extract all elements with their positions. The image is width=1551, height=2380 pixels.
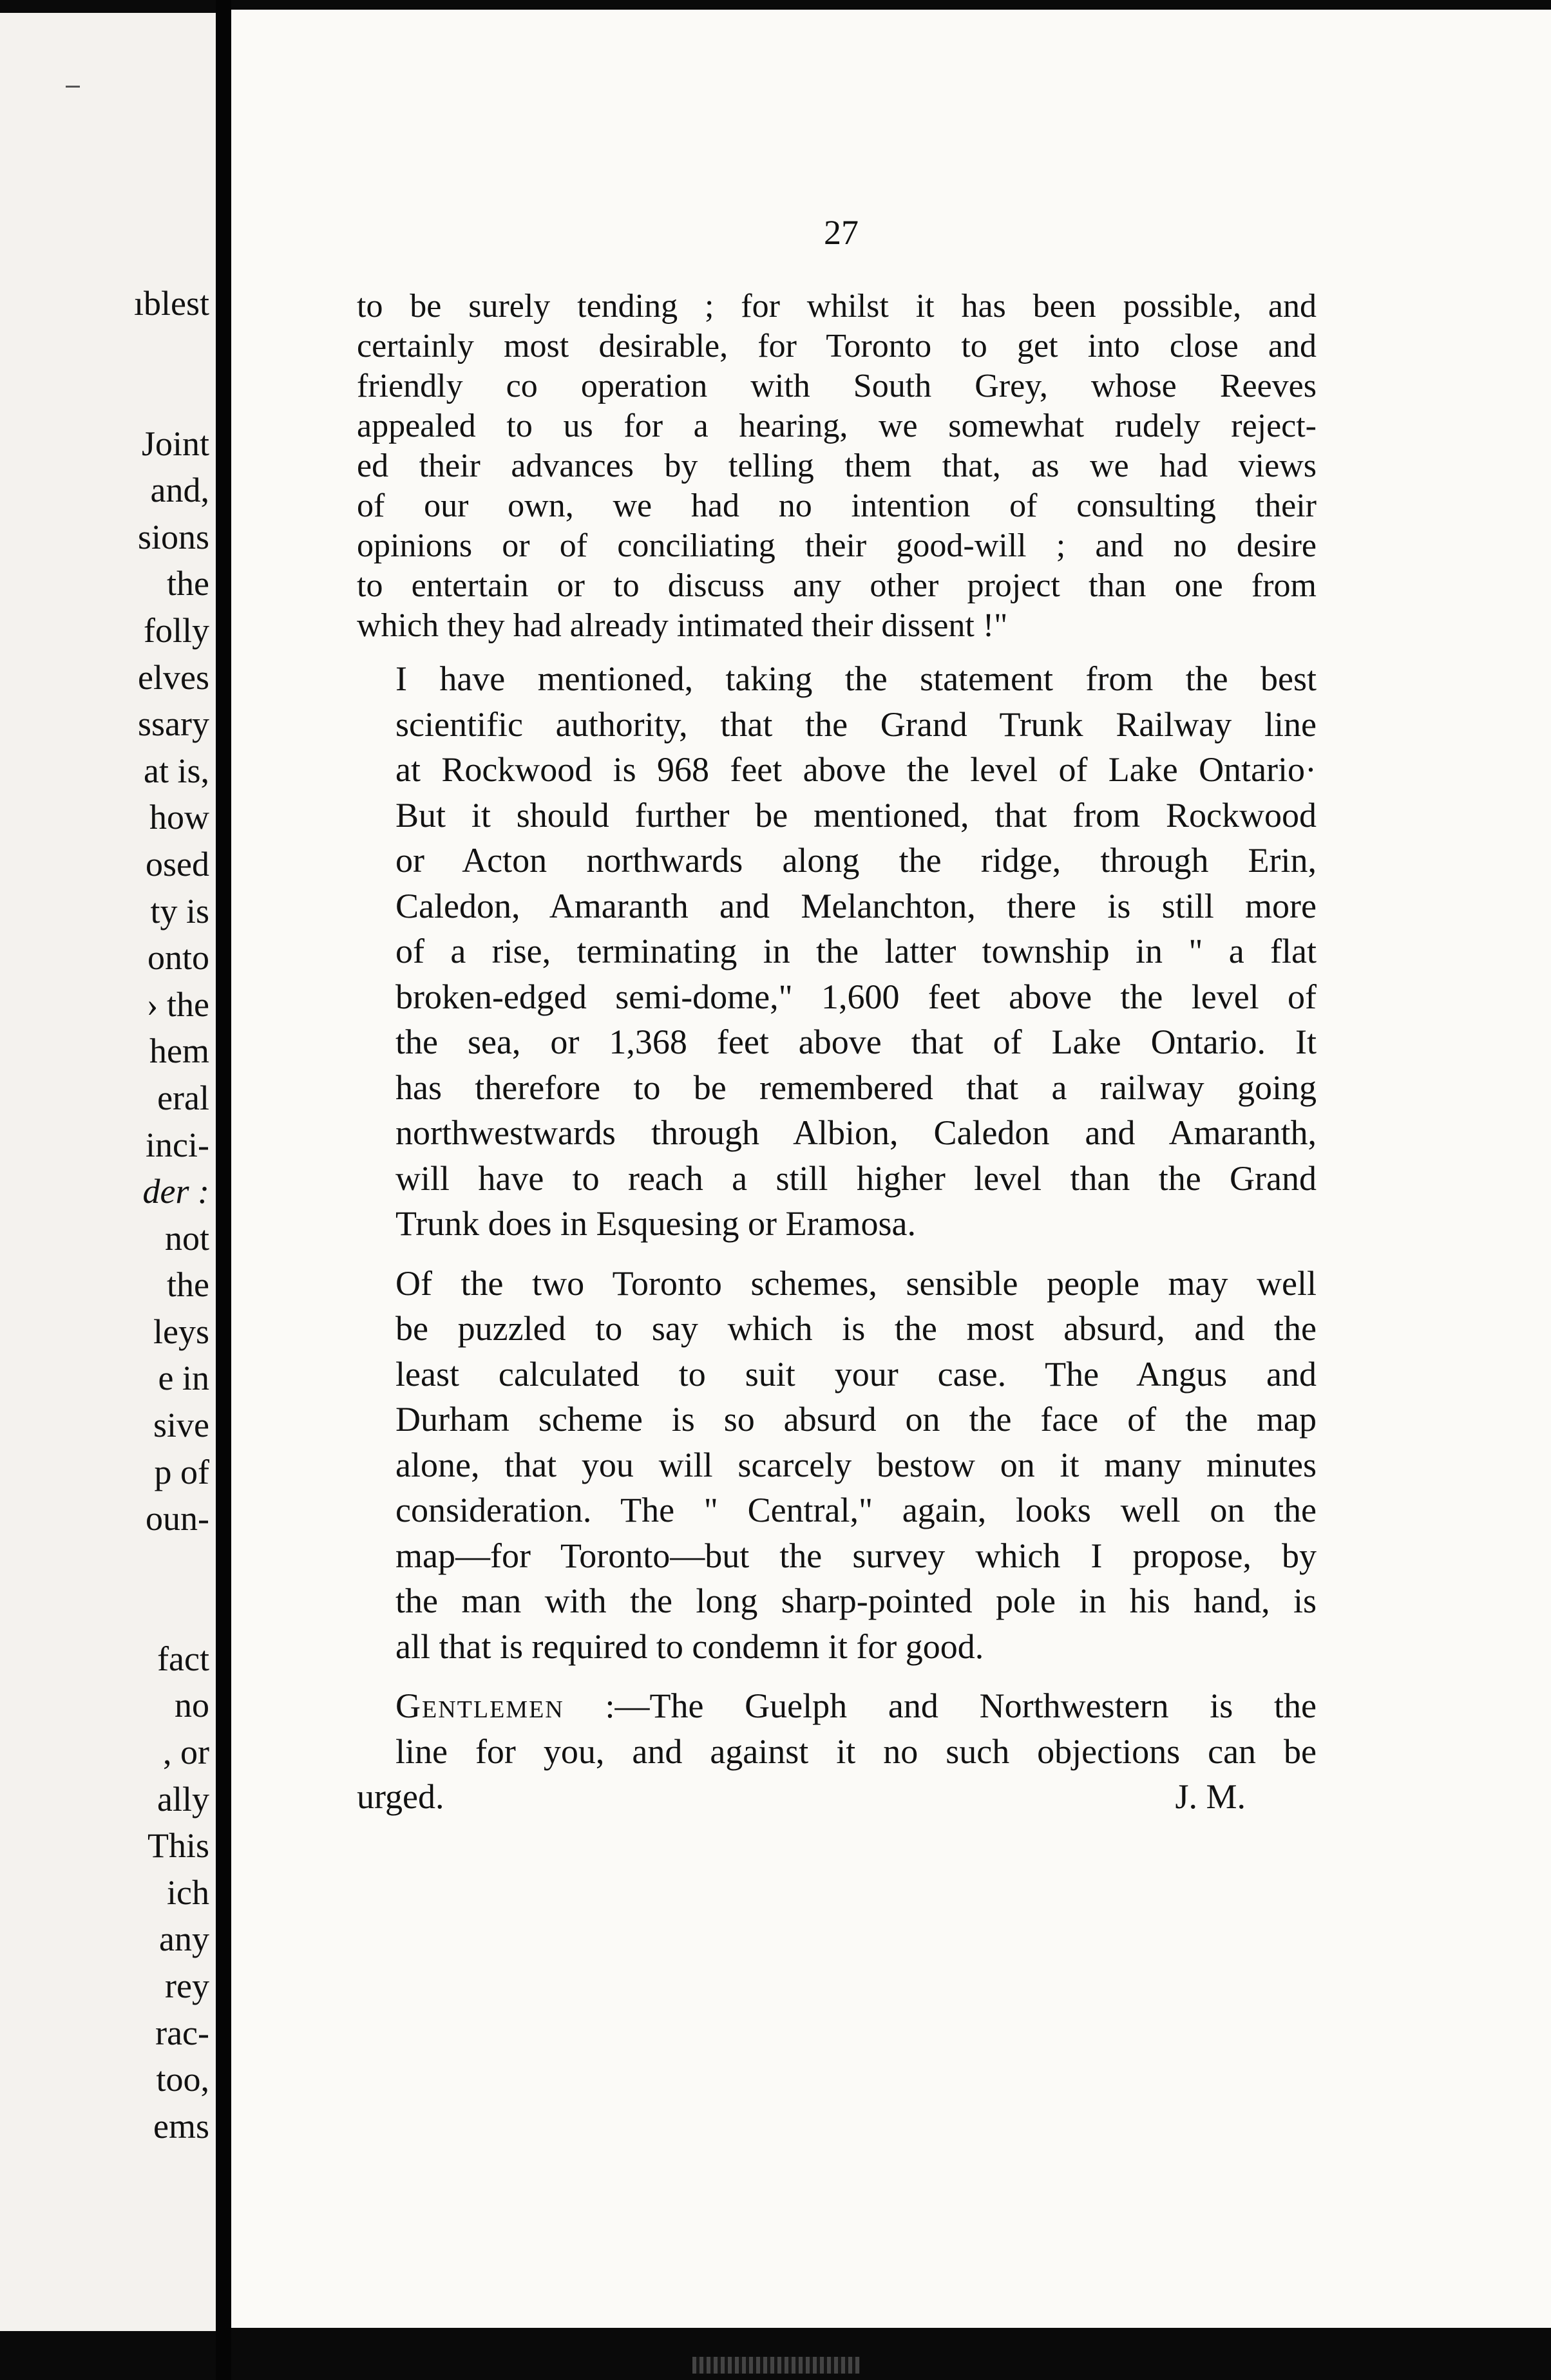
left-fragment: rey (165, 1967, 209, 2005)
text-line: consideration. The " Central," again, looks well on the (395, 1491, 1317, 1529)
paragraph-continued (357, 287, 1317, 646)
left-fragment: and, (150, 471, 209, 510)
text-line: be puzzled to say which is the most absurd, and the (395, 1309, 1317, 1348)
left-fragment: leys (153, 1312, 209, 1351)
left-fragment: der : (142, 1172, 209, 1211)
spacer (3, 327, 209, 420)
left-fragment: This (147, 1826, 209, 1865)
left-fragment: onto (147, 938, 209, 978)
text-line: appealed to us for a hearing, we somewhat rudely reject- (357, 408, 1317, 444)
left-fragment: p of (154, 1452, 209, 1491)
page-gutter (216, 0, 231, 2380)
spacer (3, 1542, 209, 1636)
text-line: Trunk does in Esquesing or Eramosa. (395, 1204, 916, 1243)
main-page (231, 10, 1551, 2328)
text-line: line for you, and against it no such objections can be (395, 1732, 1317, 1771)
left-fragment: eral (157, 1078, 209, 1117)
text-line: broken-edged semi-dome," 1,600 feet above the level of (395, 977, 1317, 1016)
text-line: I have mentioned, taking the statement from the best (395, 659, 1317, 698)
text-line: opinions or of conciliating their good-will ; and no desire (357, 527, 1317, 564)
left-fragment: at is, (144, 751, 209, 790)
text-line: scientific authority, that the Grand Trunk Railway line (395, 704, 1317, 744)
paragraph-closing (357, 1683, 1317, 1820)
left-fragment: fact (157, 1639, 209, 1678)
text-line: Durham scheme is so absurd on the face of the map (395, 1400, 1317, 1439)
page-mark (66, 86, 80, 88)
left-fragment: e in (158, 1359, 209, 1398)
left-fragment: hem (149, 1032, 209, 1071)
text-fragment: :—The Guelph and Northwestern is the (564, 1686, 1317, 1725)
left-facing-page (0, 13, 216, 2331)
left-fragment: sive (153, 1406, 209, 1445)
paragraph-toronto-schemes (357, 1261, 1317, 1670)
text-line (357, 1683, 1317, 1729)
left-fragment: no (175, 1686, 209, 1725)
text-line: northwestwards through Albion, Caledon and Amaranth, (395, 1113, 1317, 1152)
left-fragment: ty is (150, 891, 209, 930)
left-fragment: ssary (138, 704, 209, 744)
text-line: to be surely tending ; for whilst it has been possible, and (357, 288, 1317, 325)
text-line: friendly co operation with South Grey, whose Reeves (357, 368, 1317, 404)
text-line: to entertain or to discuss any other project than one from (357, 567, 1317, 604)
left-fragment: sions (137, 517, 209, 556)
text-line: all that is required to condemn it for good. (395, 1627, 984, 1666)
left-fragment: Joint (141, 424, 209, 463)
left-fragment: the (167, 564, 209, 603)
signature: J. M. (1175, 1777, 1246, 1816)
text-line: has therefore to be remembered that a railway going (395, 1068, 1317, 1107)
body-text (357, 287, 1317, 1834)
text-line: will have to reach a still higher level than the Grand (395, 1158, 1317, 1198)
signoff-line (357, 1774, 1317, 1820)
left-fragment: ich (167, 1873, 209, 1912)
left-fragment: inci- (146, 1125, 209, 1164)
left-fragment: ems (153, 2106, 209, 2146)
text-line: of a rise, terminating in the latter township in " a flat (395, 932, 1317, 970)
scan-artifact (692, 2357, 860, 2374)
text-line: of our own, we had no intention of consulting their (357, 487, 1317, 524)
text-line: Caledon, Amaranth and Melanchton, there is still more (395, 886, 1317, 925)
left-fragment: oun- (146, 1499, 209, 1538)
text-line: ed their advances by telling them that, as we had views (357, 448, 1317, 484)
left-fragment: too, (156, 2060, 209, 2099)
left-fragment: › the (146, 985, 209, 1024)
text-line: which they had already intimated their dissent !" (357, 607, 1008, 644)
text-line: or Acton northwards along the ridge, through Erin, (395, 841, 1317, 880)
text-line: alone, that you will scarcely bestow on it many minutes (395, 1445, 1317, 1484)
left-fragment: osed (146, 844, 209, 883)
text-line: Of the two Toronto schemes, sensible people may well (395, 1263, 1317, 1303)
left-fragment: any (159, 1920, 209, 1959)
left-page-text-fragments (3, 280, 209, 2149)
text-line: the man with the long sharp-pointed pole in his hand, is (395, 1582, 1317, 1620)
text-line: map—for Toronto—but the survey which I propose, by (395, 1536, 1317, 1575)
left-fragment: how (149, 798, 209, 837)
left-fragment: ally (157, 1779, 209, 1818)
page-number: 27 (824, 213, 859, 252)
final-word: urged. (357, 1777, 444, 1816)
text-line: at Rockwood is 968 feet above the level of Lake Ontario· (395, 750, 1317, 789)
left-fragment: rac- (155, 2013, 209, 2052)
left-fragment: elves (138, 657, 209, 697)
left-fragment: not (164, 1218, 209, 1258)
salutation: Gentlemen (395, 1686, 564, 1725)
text-line: certainly most desirable, for Toronto to get into close and (357, 328, 1317, 364)
text-line: the sea, or 1,368 feet above that of Lake Ontario. It (395, 1023, 1317, 1061)
left-fragment: folly (144, 610, 209, 650)
text-line: least calculated to suit your case. The Angus and (395, 1354, 1317, 1393)
left-fragment: , or (163, 1733, 209, 1772)
text-line: But it should further be mentioned, that from Rockwood (395, 795, 1317, 835)
left-fragment: the (167, 1265, 209, 1305)
left-fragment: ıblest (134, 284, 209, 323)
paragraph-elevation (357, 656, 1317, 1247)
